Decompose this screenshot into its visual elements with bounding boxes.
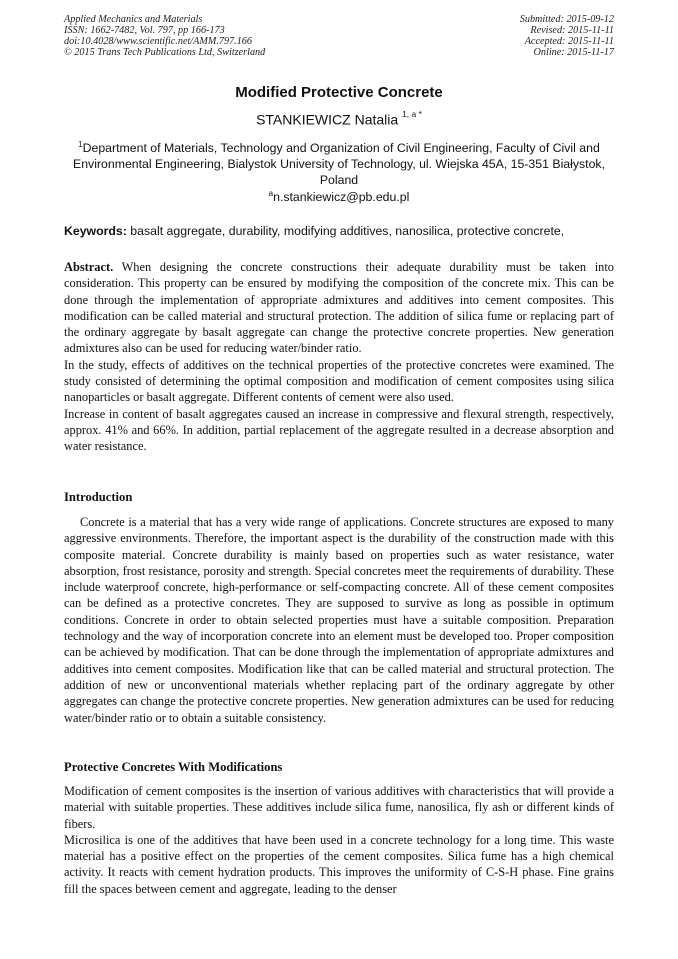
submitted-date: Submitted: 2015-09-12 (519, 14, 614, 25)
paper-title: Modified Protective Concrete (235, 84, 443, 101)
section-heading: Protective Concretes With Modifications (64, 760, 283, 774)
section-paragraph-1: Modification of cement composites is the insertion of various additives with characteristics that will provide a material with suitable properties. These additives include silica fume, nanosilica, fly ash or different kinds of fibers. (64, 784, 614, 831)
author-superscript: 1, a * (402, 109, 422, 119)
abstract-label: Abstract. (64, 260, 114, 274)
introduction-body (64, 514, 614, 726)
keywords (64, 224, 624, 238)
email-superscript: a (268, 189, 274, 198)
abstract-paragraph-3: Increase in content of basalt aggregates caused an increase in compressive and flexural strength, respectively, approx. 41% and 66%. In addition, partial replacement of the aggregate resulted in a decrease absorption and water resistance. (64, 406, 614, 454)
abstract-paragraph-1 (64, 259, 614, 357)
section-paragraph-2: Microsilica is one of the additives that have been used in a concrete technology for a long time. This waste material has a positive effect on the properties of the cement composites. Silica fume has a high chemical activity. It reacts with cement hydration products. This improves the uniformity of C-S-H phase. Fine grains fill the spaces between cement and aggregate, leading to the denser (64, 832, 614, 896)
online-date: Online: 2015-11-17 (533, 47, 614, 58)
abstract-paragraph-2: In the study, effects of additives on the technical properties of the protective concretes were examined. The study consisted of determining the optimal composition and modification of cement composites using silica nanoparticles or basalt aggregate. Different contents of cement were also used. (64, 357, 614, 405)
email-address[interactable]: n.stankiewicz@pb.edu.pl (273, 190, 410, 205)
journal-name: Applied Mechanics and Materials (64, 14, 203, 25)
section-body (64, 783, 614, 897)
keywords-label: Keywords: (64, 224, 127, 238)
abstract-text-1: When designing the concrete constructions their adequate durability must be taken into consideration. This property can be ensured by modifying the composition of the concrete mix. This can be done through the implementation of appropriate admixtures and additives into cement composites. This modification can be called material and structural protection. The addition of silica fume or replacing part of the ordinary aggregate by basalt aggregate can change the protective concrete properties. New generation admixtures also can be used for reducing water/binder ratio. (64, 260, 615, 356)
header-right (520, 14, 614, 58)
abstract (64, 259, 614, 455)
copyright: © 2015 Trans Tech Publications Ltd, Switzerland (64, 47, 266, 58)
affiliation (60, 137, 618, 188)
email (0, 189, 678, 204)
affiliation-text: Department of Materials, Technology and Organization of Civil Engineering, Faculty of Civil and Environmental Engineering, Bialystok University of Technology, ul. Wiejska 45A, 15-351 Białystok, Poland (73, 141, 605, 188)
author-name: STANKIEWICZ Natalia (256, 111, 399, 128)
keywords-text: basalt aggregate, durability, modifying additives, nanosilica, protective concrete, (130, 224, 565, 238)
issn: ISSN: 1662-7482, Vol. 797, pp 166-173 (64, 25, 225, 36)
revised-date: Revised: 2015-11-11 (530, 25, 614, 36)
header-left (64, 14, 265, 58)
author (0, 111, 678, 128)
doi: doi:10.4028/www.scientific.net/AMM.797.166 (64, 36, 252, 47)
introduction-heading: Introduction (64, 490, 133, 504)
affiliation-superscript: 1 (78, 140, 83, 149)
introduction-paragraph: Concrete is a material that has a very wide range of applications. Concrete structures are exposed to many aggressive environments. Therefore, the important aspect is the durability of the construction made with this composite material. Concrete durability is mainly based on properties such as water resistance, water absorption, frost resistance, porosity and strength. Special concretes meet the requirements of durability. These include waterproof concrete, high-performance or self-compacting concrete. All of these cement composites can be defined as a protective concretes. They are supposed to survive as long as possible in optimum conditions. Concrete in order to obtain selected properties must have a suitable composition. Preparation technology and the way of incorporation concrete into an element must be developed too. Proper composition can be achieved by modification. That can be done through the implementation of appropriate admixtures and additives into cement composites. Modification like that can be called material and structural protection. The addition of new or unconventional materials whether replacing part of the ordinary aggregate by other aggregates can change the protective concrete properties. New generation admixtures can be used for reducing water/binder ratio or to obtain a suitable consistency. (64, 515, 614, 725)
accepted-date: Accepted: 2015-11-11 (524, 36, 614, 47)
